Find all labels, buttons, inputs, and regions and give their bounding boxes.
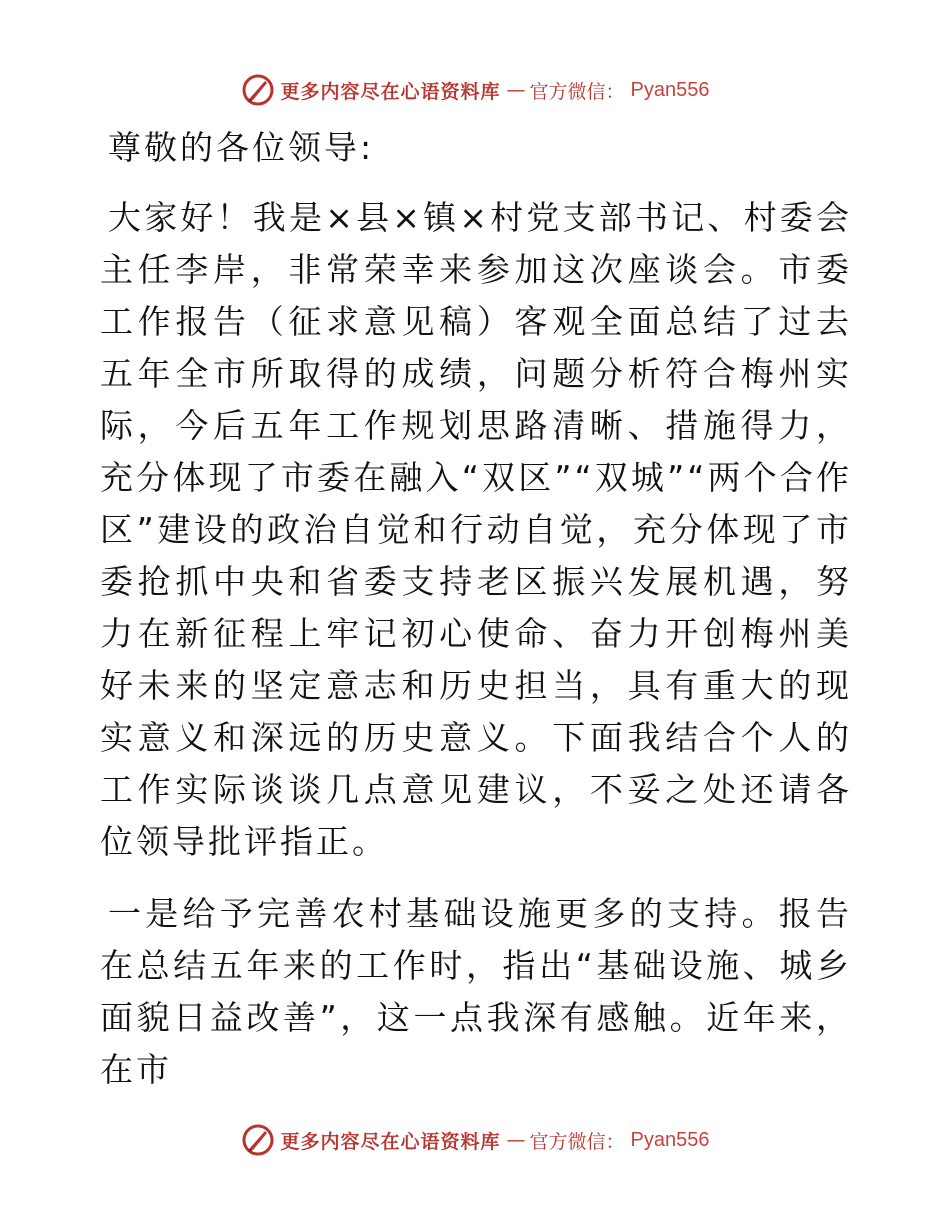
wechat-id: Pyan556 [630,78,710,101]
footer-watermark-banner [0,1120,950,1160]
paragraph-point-one: 一是给予完善农村基础设施更多的支持。报告在总结五年来的工作时，指出“基础设施、城乡面貌日益改善”，这一点我深有感触。近年来，在市 [100,894,852,1089]
watermark-dash: — [506,1129,524,1151]
watermark-group [241,1123,710,1157]
watermark-text: 更多内容尽在心语资料库 [280,1130,501,1153]
watermark-dash: — [506,79,524,101]
quill-logo-icon [241,1123,275,1157]
wechat-label: 官方微信： [529,80,625,103]
quill-logo-icon [241,73,275,107]
header-watermark-banner [0,70,950,110]
watermark-group [241,73,710,107]
watermark-text: 更多内容尽在心语资料库 [280,80,501,103]
salutation: 尊敬的各位领导: [108,128,375,167]
document-body [100,118,852,1096]
paragraph-opening: 大家好！我是×县×镇×村党支部书记、村委会主任李岸，非常荣幸来参加这次座谈会。市委工作报告（征求意见稿）客观全面总结了过去五年全市所取得的成绩，问题分析符合梅州实际，今后五年工作规划思路清晰、措施得力，充分体现了市委在融入“双区”“双城”“两个合作区”建设的政治自觉和行动自觉，充分体现了市委抢抓中央和省委支持老区振兴发展机遇，努力在新征程上牢记初心使命、奋力开创梅州美好未来的坚定意志和历史担当，具有重大的现实意义和深远的历史意义。下面我结合个人的工作实际谈谈几点意见建议，不妥之处还请各位领导批评指正。 [100,198,852,861]
wechat-id: Pyan556 [630,1128,710,1151]
wechat-label: 官方微信： [529,1130,625,1153]
